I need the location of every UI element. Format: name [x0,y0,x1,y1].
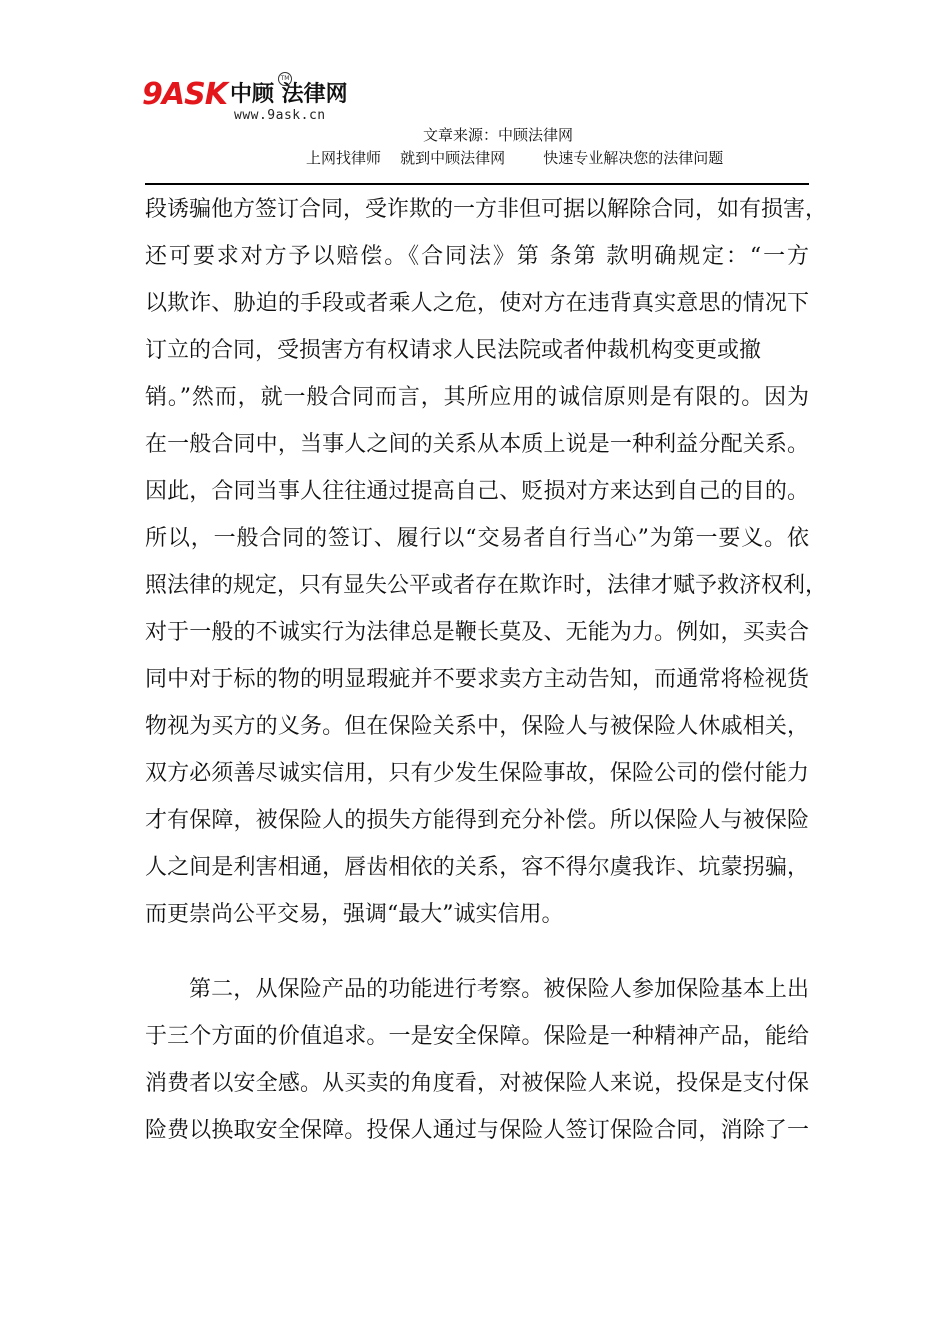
logo-name: 中顾 法律网 [230,82,348,107]
page-header [0,0,950,190]
text-line: 物视为买方的义务。但在保险关系中，保险人与被保险人休戚相关， [145,714,809,739]
text-line: 双方必须善尽诚实信用，只有少发生保险事故，保险公司的偿付能力 [145,761,809,786]
text-line: 照法律的规定，只有显失公平或者存在欺诈时，法律才赋予救济权利， [145,573,828,598]
header-divider [145,183,809,185]
paragraph-1 [145,186,828,938]
text-line: 于三个方面的价值追求。一是安全保障。保险是一种精神产品，能给 [145,1024,809,1049]
text-line: 所以，一般合同的签订、履行以“交易者自行当心”为第一要义。依 [145,526,809,551]
text-line: 段诱骗他方签订合同，受诈欺的一方非但可据以解除合同，如有损害， [145,197,828,222]
text-line: 在一般合同中，当事人之间的关系从本质上说是一种利益分配关系。 [145,432,809,457]
text-line: 对于一般的不诚实行为法律总是鞭长莫及、无能为力。例如，买卖合 [145,620,809,645]
text-line: 订立的合同，受损害方有权请求人民法院或者仲裁机构变更或撤 [145,338,762,363]
text-line: 同中对于标的物的明显瑕疵并不要求卖方主动告知，而通常将检视货 [145,667,809,692]
text-line: 以欺诈、胁迫的手段或者乘人之危，使对方在违背真实意思的情况下 [145,291,809,316]
site-tagline: 上网找律师 就到中顾法律网 快速专业解决您的法律问题 [306,149,724,167]
text-line: 才有保障，被保险人的损失方能得到充分补偿。所以保险人与被保险 [145,808,809,833]
text-line: 消费者以安全感。从买卖的角度看，对被保险人来说，投保是支付保 [145,1071,809,1096]
text-line: 人之间是利害相通，唇齿相依的关系，容不得尔虞我诈、坑蒙拐骗， [145,855,809,880]
text-line: 险费以换取安全保障。投保人通过与保险人签订保险合同，消除了一 [145,1118,809,1143]
text-line: 而更崇尚公平交易，强调“最大”诚实信用。 [145,902,564,927]
trademark-icon: TM [278,72,292,86]
site-logo[interactable] [142,75,382,130]
paragraph-gap [145,938,809,966]
article-source: 文章来源：中顾法律网 [422,126,573,144]
article-body [145,186,828,1154]
text-line: 第二，从保险产品的功能进行考察。被保险人参加保险基本上出 [189,977,809,1002]
text-line: 因此，合同当事人往往通过提高自己、贬损对方来达到自己的目的。 [145,479,809,504]
logo-mark: 9ASK [142,77,227,112]
text-line: 销。”然而，就一般合同而言，其所应用的诚信原则是有限的。因为 [145,385,809,410]
logo-url[interactable]: www.9ask.cn [234,108,326,123]
paragraph-2 [145,966,809,1154]
text-line: 还可要求对方予以赔偿。《合同法》第 条第 款明确规定：“一方 [145,244,809,269]
